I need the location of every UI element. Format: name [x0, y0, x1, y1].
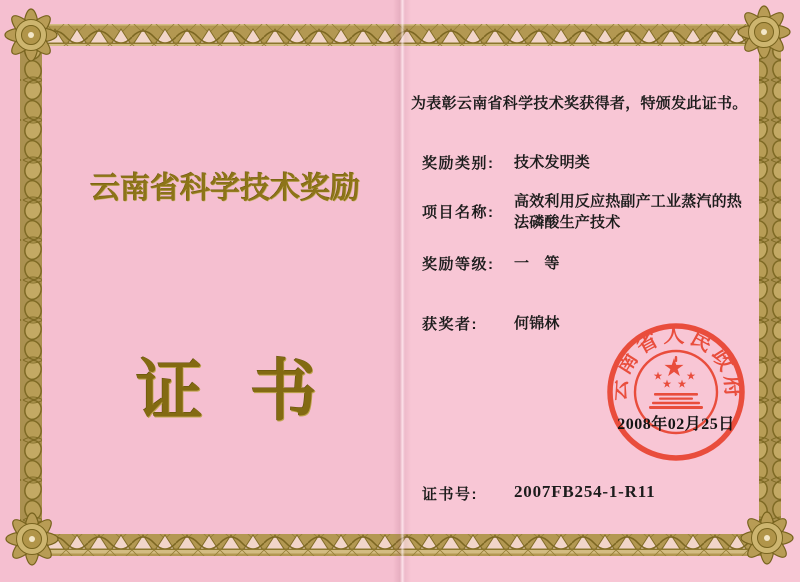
award-grade-label: 奖励等级:	[422, 256, 495, 273]
project-name-value: 高效利用反应热副产工业蒸汽的热法磷酸生产技术	[514, 193, 743, 231]
award-category-value: 技术发明类	[514, 154, 591, 171]
certificate-number-label: 证书号:	[422, 486, 478, 503]
government-seal	[596, 312, 756, 472]
seal-date: 2008年02月25日	[617, 416, 735, 433]
award-category-label: 奖励类别:	[422, 155, 495, 172]
corner-rosette-bottom-left	[6, 513, 58, 565]
award-grade-value: 一 等	[514, 255, 560, 272]
svg-text:云南省人民政府	[607, 324, 745, 402]
intro-statement: 为表彰云南省科学技术奖获得者，特颁发此证书。	[411, 95, 748, 112]
national-emblem-icon	[649, 356, 703, 409]
project-name-label: 项目名称:	[422, 204, 495, 221]
fold-crease	[393, 0, 411, 582]
seal-ring-text: 云南省人民政府	[607, 323, 745, 402]
award-title: 云南省科学技术奖励	[90, 172, 360, 205]
awardee-value: 何锦林	[514, 315, 560, 332]
certificate-word: 证书	[136, 354, 364, 429]
awardee-label: 获奖者:	[422, 316, 478, 333]
certificate-number-value: 2007FB254-1-R11	[514, 482, 656, 501]
corner-rosette-bottom-right	[741, 512, 793, 564]
corner-rosette-top-right	[738, 6, 790, 58]
corner-rosette-top-left	[5, 9, 57, 61]
